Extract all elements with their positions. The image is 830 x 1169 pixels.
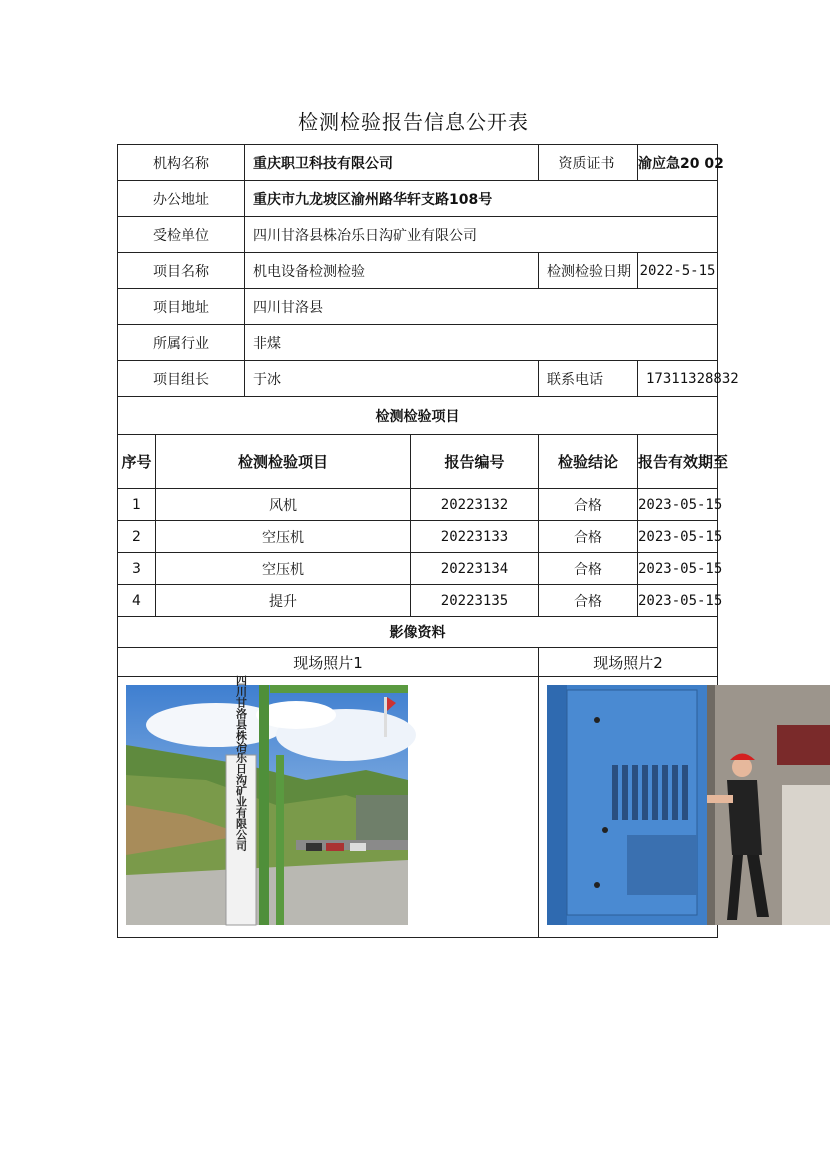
row-item: 风机 xyxy=(156,489,411,521)
items-section-title: 检测检验项目 xyxy=(118,397,718,435)
photo2-label: 现场照片2 xyxy=(539,648,718,677)
row-client xyxy=(118,217,718,253)
table-row xyxy=(118,553,718,585)
row-org-name xyxy=(118,145,718,181)
project-label: 项目名称 xyxy=(118,253,245,289)
phone-value: 17311328832 xyxy=(638,361,718,397)
phone-label: 联系电话 xyxy=(539,361,638,397)
row-valid: 2023-05-15 xyxy=(638,489,718,521)
photo1-mountain-scene xyxy=(126,675,408,925)
row-report: 20223134 xyxy=(411,553,539,585)
row-report: 20223135 xyxy=(411,585,539,617)
row-site xyxy=(118,289,718,325)
photo-label-row xyxy=(118,648,718,677)
leader-value: 于冰 xyxy=(245,361,539,397)
items-header-row xyxy=(118,435,718,489)
client-value: 四川甘洛县株冶乐日沟矿业有限公司 xyxy=(245,217,718,253)
cert-value: 渝应急20 02 xyxy=(638,145,718,181)
table-row xyxy=(118,489,718,521)
header-report: 报告编号 xyxy=(411,435,539,489)
row-result: 合格 xyxy=(539,521,638,553)
row-project xyxy=(118,253,718,289)
table-row xyxy=(118,585,718,617)
row-valid: 2023-05-15 xyxy=(638,521,718,553)
header-no: 序号 xyxy=(118,435,156,489)
row-no: 1 xyxy=(118,489,156,521)
header-valid: 报告有效期至 xyxy=(638,435,718,489)
page-title: 检测检验报告信息公开表 xyxy=(298,110,529,134)
cert-label: 资质证书 xyxy=(559,145,638,181)
site-value: 四川甘洛县 xyxy=(245,289,718,325)
table-row xyxy=(118,521,718,553)
row-result: 合格 xyxy=(539,553,638,585)
date-label: 检测检验日期 xyxy=(539,253,638,289)
org-name-value: 重庆职卫科技有限公司 xyxy=(245,145,539,181)
row-address xyxy=(118,181,718,217)
header-result: 检验结论 xyxy=(539,435,638,489)
org-name-label: 机构名称 xyxy=(118,145,245,181)
row-valid: 2023-05-15 xyxy=(638,585,718,617)
images-section-row xyxy=(118,617,718,648)
row-no: 4 xyxy=(118,585,156,617)
photo1-label: 现场照片1 xyxy=(118,648,539,677)
row-item: 空压机 xyxy=(156,521,411,553)
photo2 xyxy=(547,685,709,925)
date-value: 2022-5-15 xyxy=(638,253,718,289)
site-label: 项目地址 xyxy=(118,289,245,325)
photo1-cell xyxy=(118,677,539,938)
row-industry xyxy=(118,325,718,361)
photo2-cell xyxy=(539,677,718,938)
photo2-cabinet-scene xyxy=(547,685,830,925)
row-item: 空压机 xyxy=(156,553,411,585)
photo1 xyxy=(126,675,530,925)
header-item: 检测检验项目 xyxy=(156,435,411,489)
info-table xyxy=(117,144,739,938)
row-result: 合格 xyxy=(539,585,638,617)
row-item: 提升 xyxy=(156,585,411,617)
row-report: 20223132 xyxy=(411,489,539,521)
row-result: 合格 xyxy=(539,489,638,521)
project-value: 机电设备检测检验 xyxy=(245,253,539,289)
row-no: 2 xyxy=(118,521,156,553)
photo-row xyxy=(118,677,718,938)
industry-label: 所属行业 xyxy=(118,325,245,361)
client-label: 受检单位 xyxy=(118,217,245,253)
items-section-row xyxy=(118,397,718,435)
photo1-sign-text: 四川甘洛县株冶乐日沟矿业有限公司 xyxy=(234,675,248,851)
addr-value: 重庆市九龙坡区渝州路华轩支路108号 xyxy=(245,181,718,217)
row-leader xyxy=(118,361,718,397)
row-report: 20223133 xyxy=(411,521,539,553)
addr-label: 办公地址 xyxy=(118,181,245,217)
row-valid: 2023-05-15 xyxy=(638,553,718,585)
images-section-title: 影像资料 xyxy=(118,617,718,648)
industry-value: 非煤 xyxy=(245,325,718,361)
leader-label: 项目组长 xyxy=(118,361,245,397)
row-no: 3 xyxy=(118,553,156,585)
